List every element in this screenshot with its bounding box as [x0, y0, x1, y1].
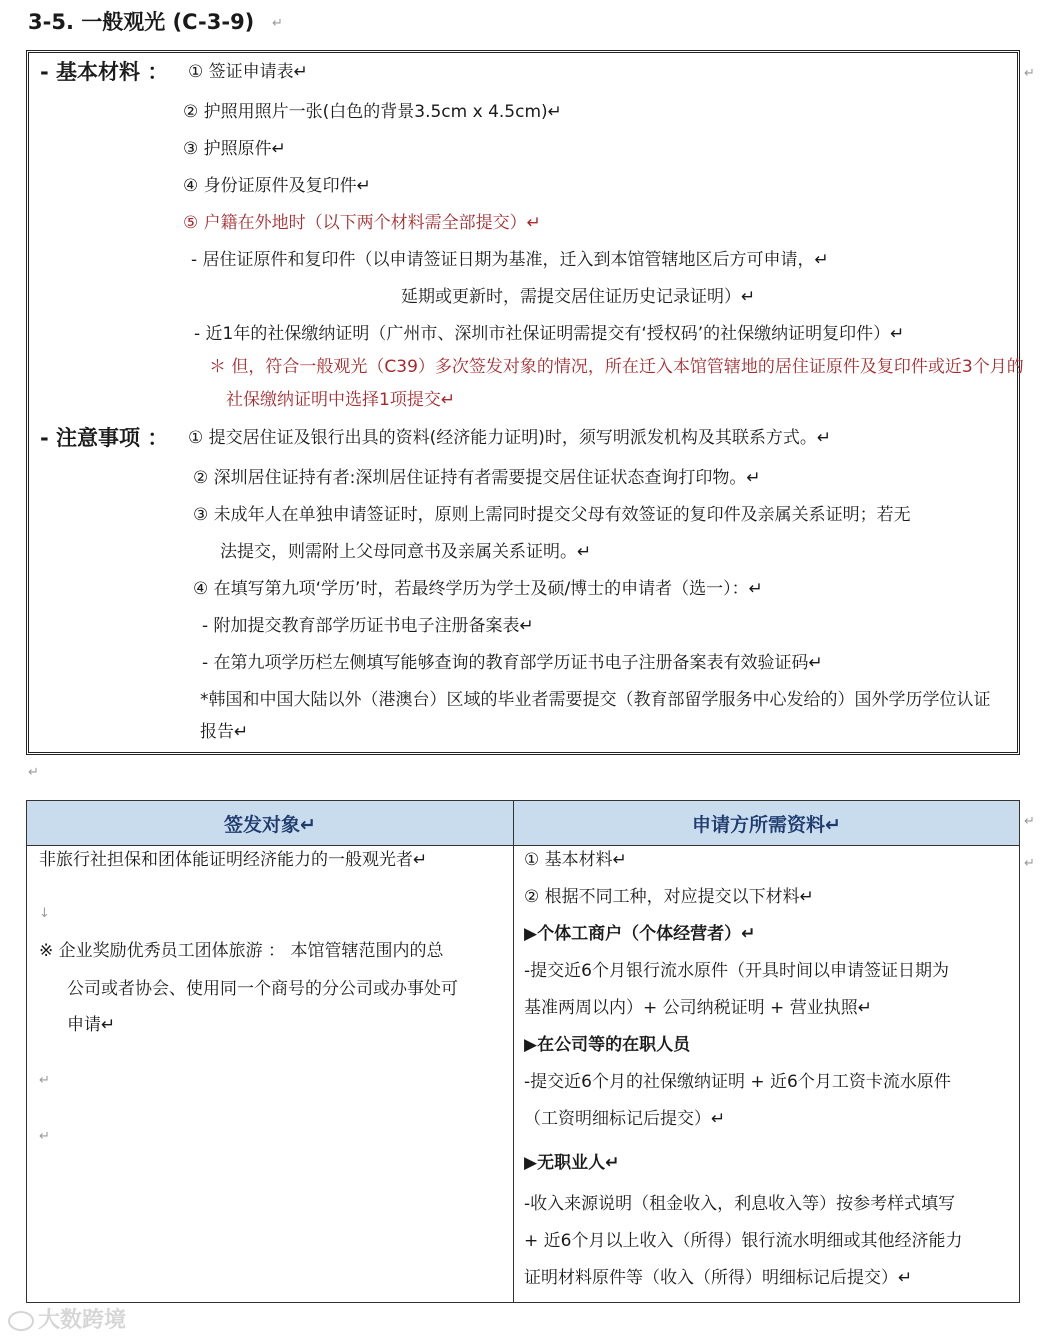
col-header-issue-target: 签发对象↵	[27, 801, 514, 846]
paragraph-mark: ↵	[1024, 814, 1035, 829]
basic-item-2: ② 护照用照片一张(白色的背景3.5cm x 4.5cm)↵	[183, 102, 562, 122]
requirements-box	[26, 50, 1020, 755]
basic-item-5-red: ⑤ 户籍在外地时（以下两个材料需全部提交）↵	[183, 213, 541, 233]
right-line-6: （工资明细标记后提交）↵	[524, 1109, 726, 1129]
right-cell	[514, 846, 1020, 1303]
right-line-9: 证明材料原件等（收入（所得）明细标记后提交）↵	[524, 1268, 913, 1288]
note-line-3b: 法提交，则需附上父母同意书及亲属关系证明。↵	[220, 542, 592, 562]
social-insurance-line: - 近1年的社保缴纳证明（广州市、深圳市社保证明需提交有‘授权码’的社保缴纳证明复印件）↵	[194, 324, 905, 344]
note-line-5: - 附加提交教育部学历证书电子注册备案表↵	[202, 616, 534, 636]
note-red-line-2: 社保缴纳证明中选择1项提交↵	[226, 390, 456, 410]
subheading-unemployed: ▶无职业人↵	[524, 1153, 620, 1173]
visa-table	[26, 800, 1020, 1303]
notes-heading: - 注意事项 ：	[40, 426, 169, 450]
subheading-self-employed: ▶个体工商户（个体经营者）↵	[524, 924, 756, 944]
paragraph-mark: ↵	[1024, 856, 1035, 871]
subheading-employee: ▶在公司等的在职人员	[524, 1035, 691, 1055]
right-line-basic: ① 基本材料↵	[524, 850, 627, 870]
basic-item-4: ④ 身份证原件及复印件↵	[183, 176, 371, 196]
note-line-1: ① 提交居住证及银行出具的资料(经济能力证明)时，须写明派发机构及其联系方式。↵	[188, 428, 832, 448]
right-line-5: -提交近6个月的社保缴纳证明 + 近6个月工资卡流水原件	[524, 1072, 951, 1092]
right-line-by-job: ② 根据不同工种，对应提交以下材料↵	[524, 887, 814, 907]
note-line-3a: ③ 未成年人在单独申请签证时，原则上需同时提交父母有效签证的复印件及亲属关系证明；若无	[193, 505, 911, 525]
paragraph-mark: ↵	[1024, 66, 1035, 81]
right-line-7: -收入来源说明（租金收入，利息收入等）按参考样式填写	[524, 1194, 956, 1214]
note-line-4: ④ 在填写第九项‘学历’时，若最终学历为学士及硕/博士的申请者（选一）：↵	[193, 579, 763, 599]
left-line-2c: 申请↵	[67, 1015, 116, 1035]
section-title: 3-5. 一般观光 (C-3-9)	[28, 10, 255, 34]
col-header-required-documents: 申请方所需资料↵	[514, 801, 1020, 846]
left-line-2b: 公司或者协会、使用同一个商号的分公司或办事处可	[67, 979, 458, 999]
right-line-4: 基准两周以内）+ 公司纳税证明 + 营业执照↵	[524, 998, 872, 1018]
watermark-text: 大数跨境	[38, 1308, 127, 1333]
note-red-line-1: ＊ 但，符合一般观光（C39）多次签发对象的情况，所在迁入本馆管辖地的居住证原件及复印件或近3个月的	[209, 357, 1024, 377]
note-line-6: - 在第九项学历栏左侧填写能够查询的教育部学历证书电子注册备案表有效验证码↵	[202, 653, 823, 673]
paragraph-mark: ↵	[28, 765, 39, 780]
watermark-logo-icon	[8, 1311, 34, 1331]
right-line-3: -提交近6个月银行流水原件（开具时间以申请签证日期为	[524, 961, 949, 981]
left-cell	[27, 846, 514, 1303]
left-line-1: 非旅行社担保和团体能证明经济能力的一般观光者↵	[39, 850, 428, 870]
residence-permit-line-1: - 居住证原件和复印件（以申请签证日期为基准，迁入到本馆管辖地区后方可申请，↵	[191, 250, 829, 270]
basic-item-1: ① 签证申请表↵	[188, 62, 308, 82]
basic-item-3: ③ 护照原件↵	[183, 139, 286, 159]
left-line-2a: ※ 企业奖励优秀员工团体旅游 ： 本馆管辖范围内的总	[39, 941, 444, 961]
note-line-2: ② 深圳居住证持有者:深圳居住证持有者需要提交居住证状态查询打印物。↵	[193, 468, 761, 488]
right-line-8: + 近6个月以上收入（所得）银行流水明细或其他经济能力	[524, 1231, 963, 1251]
paragraph-mark: ↵	[39, 1129, 50, 1144]
basic-materials-heading: - 基本材料 ：	[40, 60, 169, 84]
note-line-7b: 报告↵	[200, 722, 249, 742]
paragraph-mark: ↵	[39, 1073, 50, 1088]
paragraph-mark: ↵	[272, 16, 283, 31]
down-arrow-icon: ↓	[39, 906, 50, 921]
note-line-7a: *韩国和中国大陆以外（港澳台）区域的毕业者需要提交（教育部留学服务中心发给的）国外学历学位认证	[200, 690, 991, 710]
residence-permit-line-2: 延期或更新时，需提交居住证历史记录证明）↵	[401, 287, 756, 307]
watermark	[0, 1303, 126, 1334]
